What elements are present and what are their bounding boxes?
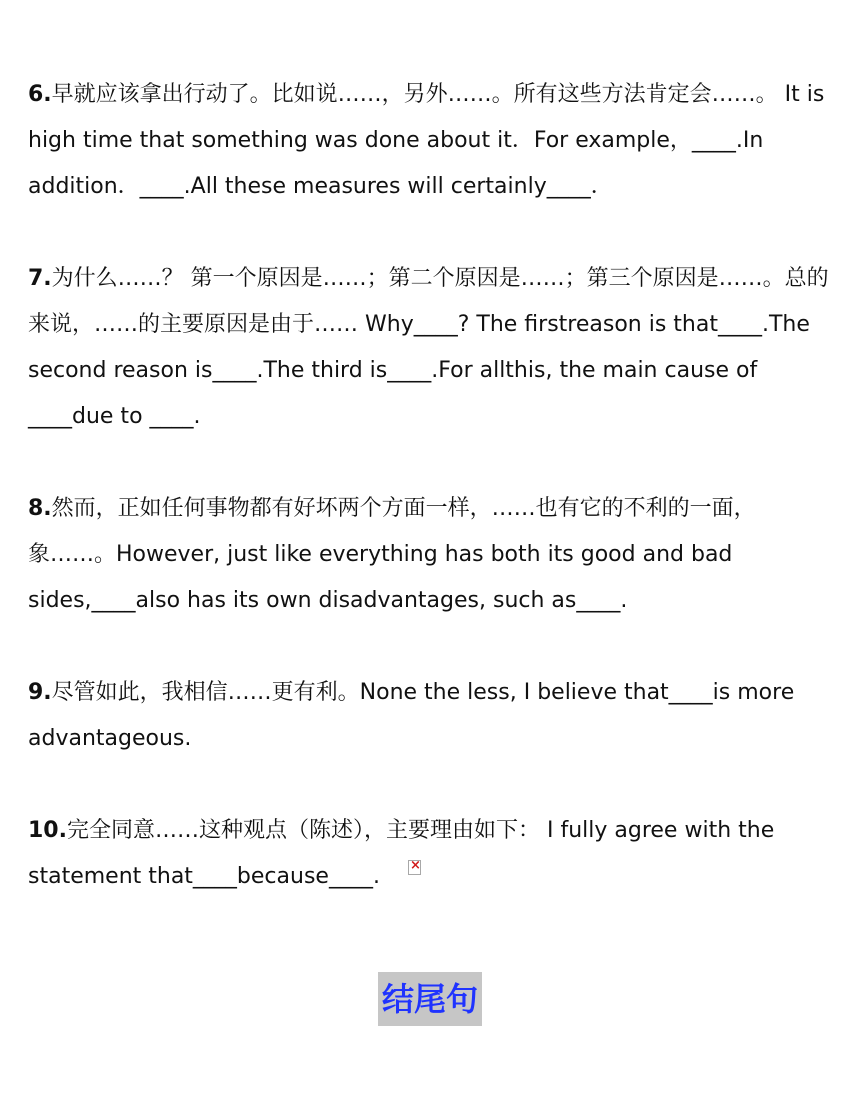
sentence-item-10 xyxy=(28,808,838,900)
document-body xyxy=(28,72,838,946)
sentence-item-8 xyxy=(28,486,838,624)
item-text: 尽管如此，我相信……更有利。None the less, I believe that____is more advantageous. xyxy=(28,680,795,751)
section-heading-container xyxy=(0,972,860,1026)
item-number: 10. xyxy=(28,818,67,843)
item-text: 然而，正如任何事物都有好坏两个方面一样，……也有它的不利的一面，象……。However, just like everything has both its good and bad sides,____also has its own disadvantages, such as____. xyxy=(28,496,756,613)
broken-image-icon xyxy=(408,860,421,875)
sentence-item-7 xyxy=(28,256,838,440)
section-heading: 结尾句 xyxy=(378,972,482,1026)
sentence-item-9 xyxy=(28,670,838,762)
item-number: 6. xyxy=(28,82,52,107)
sentence-item-6 xyxy=(28,72,838,210)
item-number: 9. xyxy=(28,680,52,705)
item-text: 为什么……？ 第一个原因是……；第二个原因是……；第三个原因是……。总的来说，……的主要原因是由于…… Why____? The firstreason is that____.The second reason is____.The third is____.For allthis, the main cause of ____due to ____. xyxy=(28,266,829,429)
item-number: 7. xyxy=(28,266,52,291)
item-text: 完全同意……这种观点（陈述），主要理由如下： I fully agree with the statement that____because____. xyxy=(28,818,775,889)
item-text: 早就应该拿出行动了。比如说……，另外……。所有这些方法肯定会……。 It is high time that something was done about it．For example，____.In addition．____.All these measures will certainly____． xyxy=(28,82,825,199)
item-number: 8. xyxy=(28,496,52,521)
